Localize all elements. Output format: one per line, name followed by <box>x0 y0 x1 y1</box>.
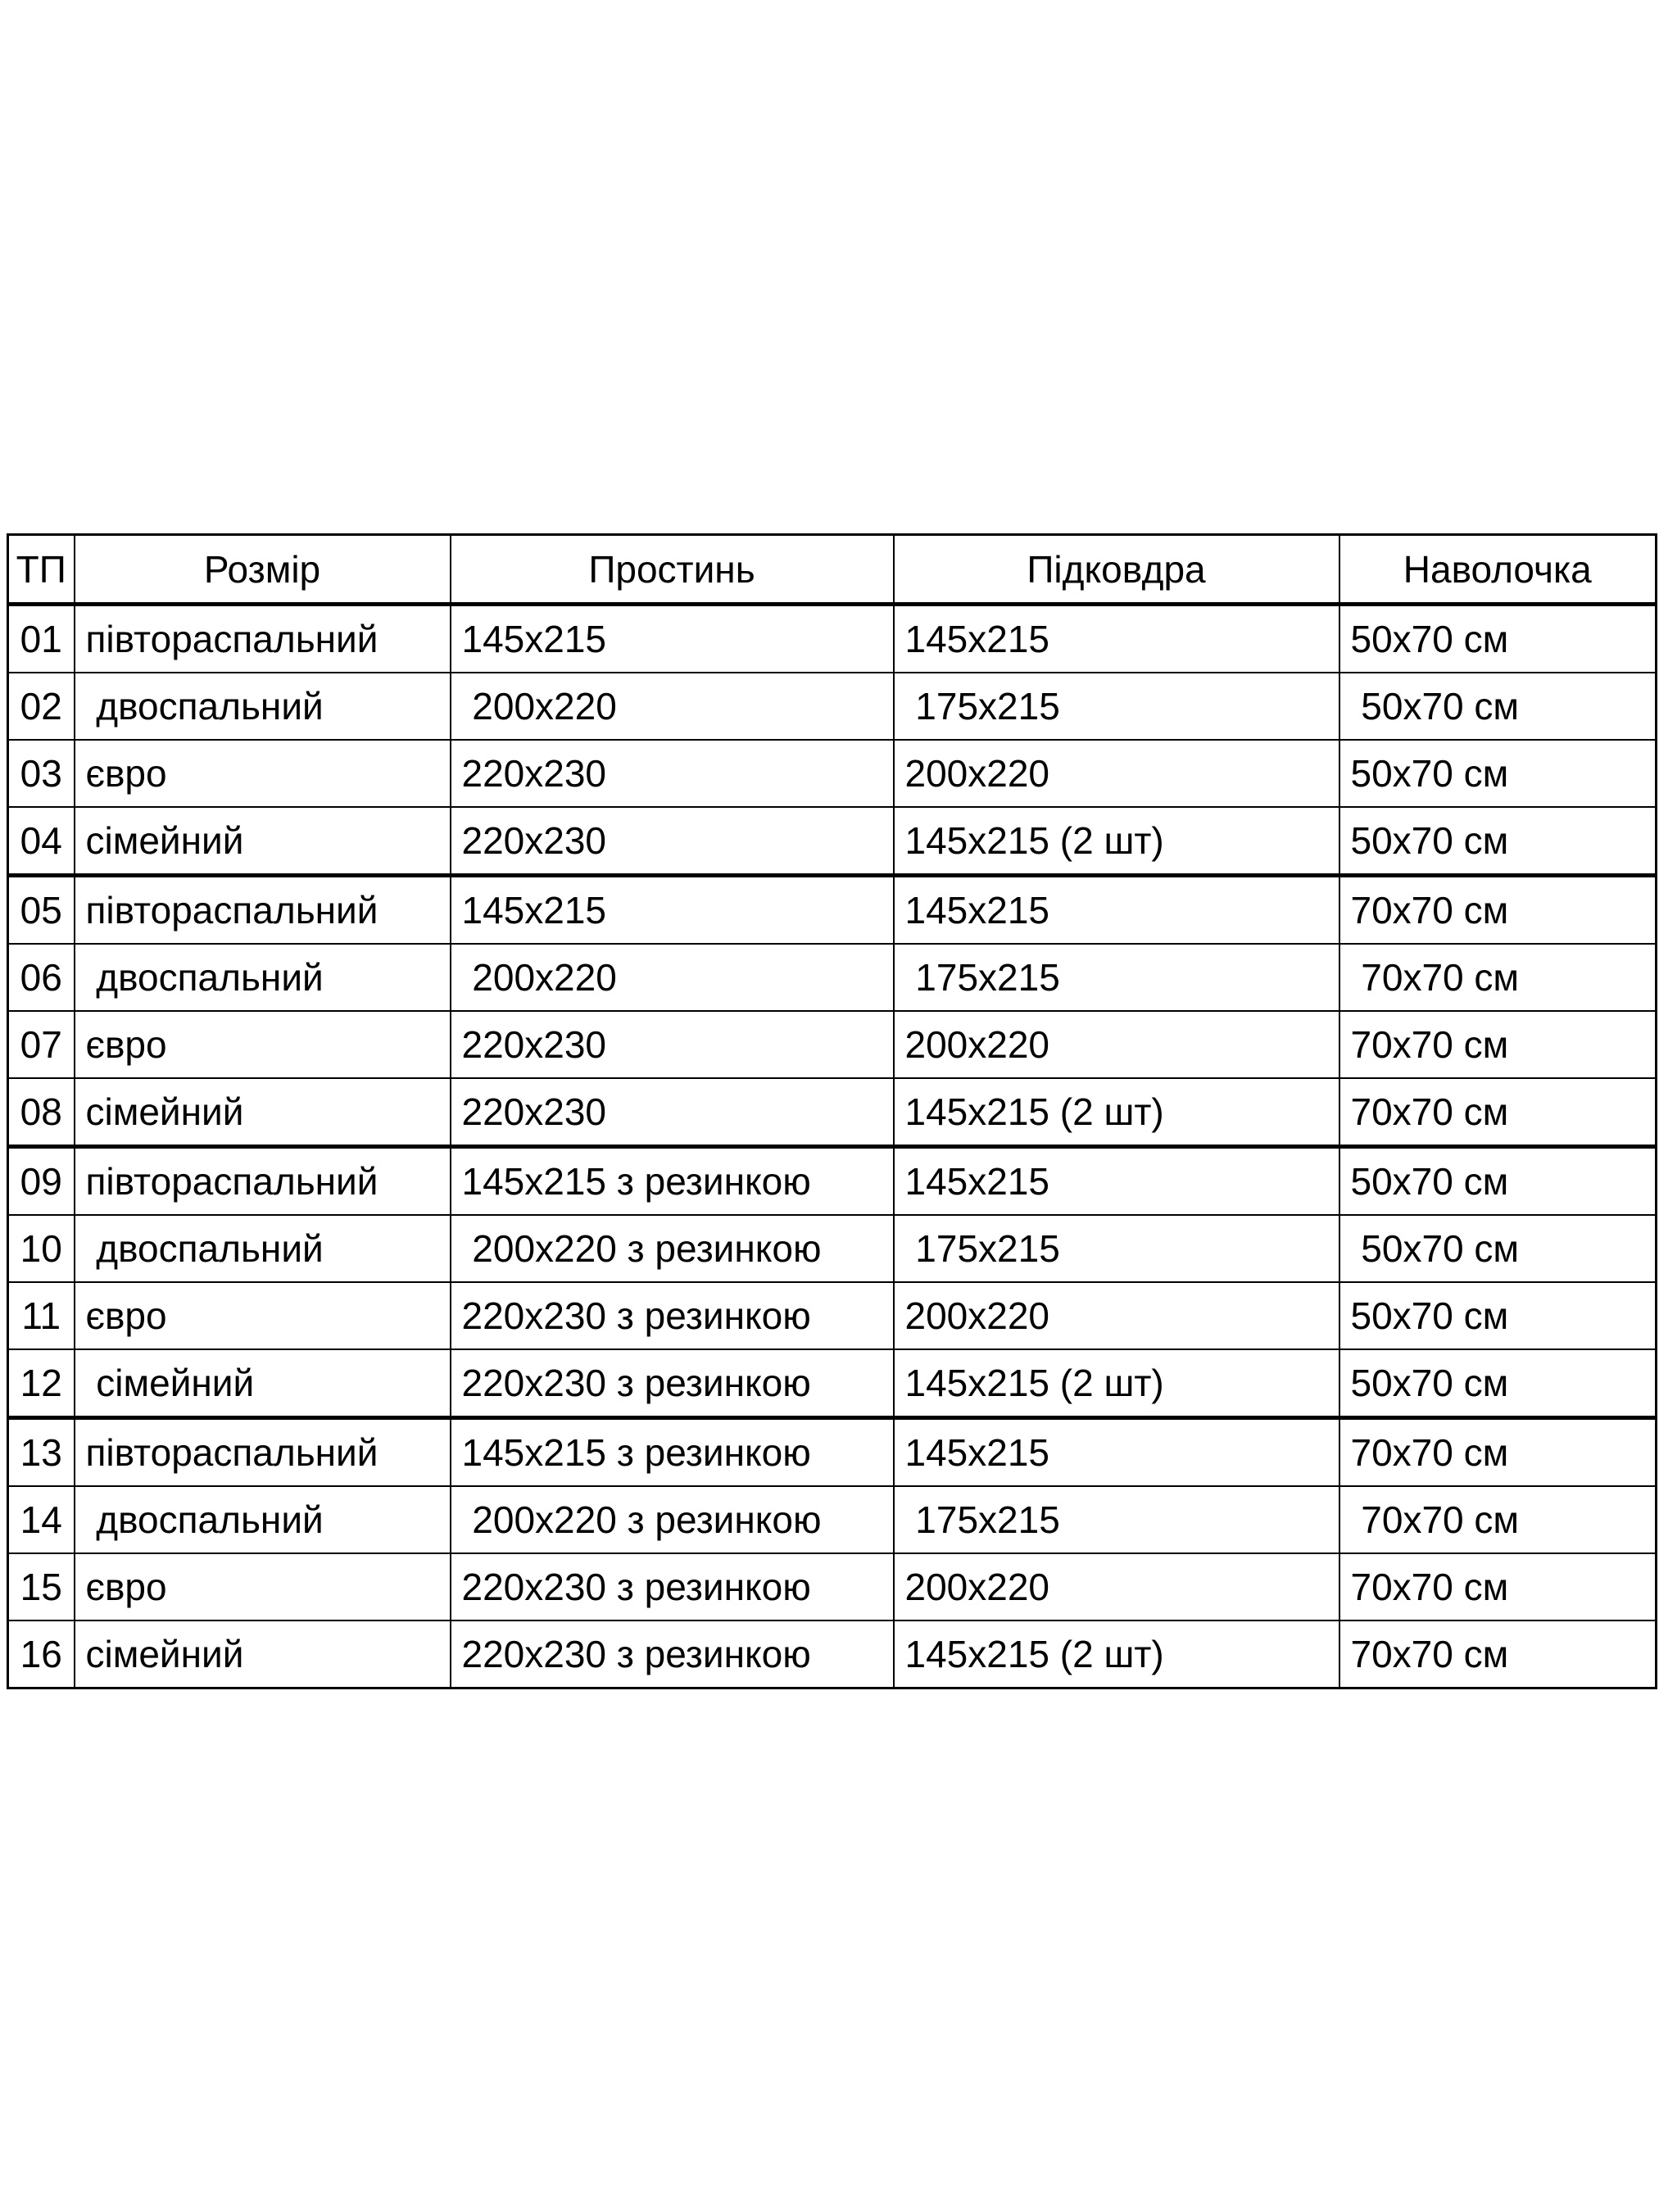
cell-rozmir: двоспальний <box>75 1215 451 1282</box>
table-row <box>8 1553 1657 1620</box>
cell-tp: 13 <box>8 1418 75 1487</box>
cell-navolochka: 50х70 см <box>1339 673 1657 740</box>
cell-navolochka: 70х70 см <box>1339 944 1657 1011</box>
cell-tp: 01 <box>8 605 75 673</box>
cell-rozmir: двоспальний <box>75 673 451 740</box>
cell-tp: 06 <box>8 944 75 1011</box>
table-row <box>8 740 1657 807</box>
cell-prostyn: 200х220 з резинкою <box>451 1215 894 1282</box>
header-tp: ТП <box>8 535 75 605</box>
cell-navolochka: 50х70 см <box>1339 1215 1657 1282</box>
cell-rozmir: півтораспальний <box>75 605 451 673</box>
cell-tp: 07 <box>8 1011 75 1078</box>
cell-prostyn: 200х220 <box>451 944 894 1011</box>
cell-pidkovdra: 175х215 <box>894 673 1339 740</box>
cell-prostyn: 145х215 з резинкою <box>451 1147 894 1216</box>
cell-navolochka: 70х70 см <box>1339 1553 1657 1620</box>
table-row <box>8 1349 1657 1418</box>
cell-tp: 14 <box>8 1486 75 1553</box>
bedding-size-table <box>7 533 1657 1689</box>
cell-tp: 15 <box>8 1553 75 1620</box>
cell-pidkovdra: 145х215 (2 шт) <box>894 1349 1339 1418</box>
cell-navolochka: 50х70 см <box>1339 605 1657 673</box>
cell-prostyn: 145х215 <box>451 605 894 673</box>
cell-pidkovdra: 200х220 <box>894 1553 1339 1620</box>
table-row <box>8 1078 1657 1147</box>
cell-rozmir: сімейний <box>75 1078 451 1147</box>
cell-navolochka: 70х70 см <box>1339 876 1657 945</box>
cell-tp: 03 <box>8 740 75 807</box>
cell-navolochka: 70х70 см <box>1339 1486 1657 1553</box>
table-row <box>8 1011 1657 1078</box>
header-row <box>8 535 1657 605</box>
cell-navolochka: 50х70 см <box>1339 1349 1657 1418</box>
cell-tp: 09 <box>8 1147 75 1216</box>
cell-tp: 12 <box>8 1349 75 1418</box>
cell-prostyn: 220х230 з резинкою <box>451 1553 894 1620</box>
cell-navolochka: 70х70 см <box>1339 1620 1657 1688</box>
table-row <box>8 1147 1657 1216</box>
cell-prostyn: 220х230 з резинкою <box>451 1349 894 1418</box>
cell-prostyn: 220х230 <box>451 740 894 807</box>
cell-pidkovdra: 145х215 (2 шт) <box>894 1078 1339 1147</box>
cell-prostyn: 200х220 з резинкою <box>451 1486 894 1553</box>
header-rozmir: Розмір <box>75 535 451 605</box>
cell-rozmir: сімейний <box>75 1620 451 1688</box>
table-row <box>8 1215 1657 1282</box>
cell-prostyn: 220х230 <box>451 1011 894 1078</box>
cell-pidkovdra: 200х220 <box>894 1011 1339 1078</box>
cell-navolochka: 70х70 см <box>1339 1418 1657 1487</box>
cell-rozmir: півтораспальний <box>75 1147 451 1216</box>
cell-rozmir: півтораспальний <box>75 876 451 945</box>
cell-navolochka: 50х70 см <box>1339 740 1657 807</box>
cell-pidkovdra: 175х215 <box>894 1215 1339 1282</box>
cell-navolochka: 50х70 см <box>1339 1147 1657 1216</box>
cell-prostyn: 220х230 з резинкою <box>451 1620 894 1688</box>
cell-prostyn: 200х220 <box>451 673 894 740</box>
header-pidkovdra: Підковдра <box>894 535 1339 605</box>
cell-rozmir: сімейний <box>75 807 451 876</box>
cell-pidkovdra: 145х215 (2 шт) <box>894 1620 1339 1688</box>
cell-navolochka: 50х70 см <box>1339 807 1657 876</box>
cell-navolochka: 50х70 см <box>1339 1282 1657 1349</box>
cell-tp: 02 <box>8 673 75 740</box>
cell-rozmir: двоспальний <box>75 944 451 1011</box>
header-navolochka: Наволочка <box>1339 535 1657 605</box>
table-row <box>8 605 1657 673</box>
cell-prostyn: 220х230 <box>451 1078 894 1147</box>
cell-pidkovdra: 145х215 <box>894 605 1339 673</box>
table-row <box>8 1486 1657 1553</box>
header-prostyn: Простинь <box>451 535 894 605</box>
cell-pidkovdra: 200х220 <box>894 740 1339 807</box>
cell-pidkovdra: 175х215 <box>894 944 1339 1011</box>
cell-prostyn: 145х215 <box>451 876 894 945</box>
table-row <box>8 1418 1657 1487</box>
cell-pidkovdra: 175х215 <box>894 1486 1339 1553</box>
cell-tp: 10 <box>8 1215 75 1282</box>
cell-prostyn: 220х230 <box>451 807 894 876</box>
cell-tp: 04 <box>8 807 75 876</box>
cell-navolochka: 70х70 см <box>1339 1011 1657 1078</box>
table-row <box>8 1620 1657 1688</box>
cell-rozmir: євро <box>75 1011 451 1078</box>
cell-tp: 16 <box>8 1620 75 1688</box>
table-row <box>8 807 1657 876</box>
cell-tp: 05 <box>8 876 75 945</box>
table-row <box>8 1282 1657 1349</box>
cell-navolochka: 70х70 см <box>1339 1078 1657 1147</box>
cell-rozmir: двоспальний <box>75 1486 451 1553</box>
cell-pidkovdra: 145х215 (2 шт) <box>894 807 1339 876</box>
cell-rozmir: євро <box>75 1282 451 1349</box>
cell-tp: 11 <box>8 1282 75 1349</box>
cell-rozmir: сімейний <box>75 1349 451 1418</box>
cell-pidkovdra: 200х220 <box>894 1282 1339 1349</box>
cell-pidkovdra: 145х215 <box>894 876 1339 945</box>
table-row <box>8 876 1657 945</box>
cell-rozmir: євро <box>75 1553 451 1620</box>
cell-prostyn: 145х215 з резинкою <box>451 1418 894 1487</box>
cell-rozmir: півтораспальний <box>75 1418 451 1487</box>
table-body <box>8 605 1657 1688</box>
table-row <box>8 944 1657 1011</box>
cell-rozmir: євро <box>75 740 451 807</box>
table-row <box>8 673 1657 740</box>
cell-prostyn: 220х230 з резинкою <box>451 1282 894 1349</box>
cell-pidkovdra: 145х215 <box>894 1418 1339 1487</box>
cell-pidkovdra: 145х215 <box>894 1147 1339 1216</box>
cell-tp: 08 <box>8 1078 75 1147</box>
